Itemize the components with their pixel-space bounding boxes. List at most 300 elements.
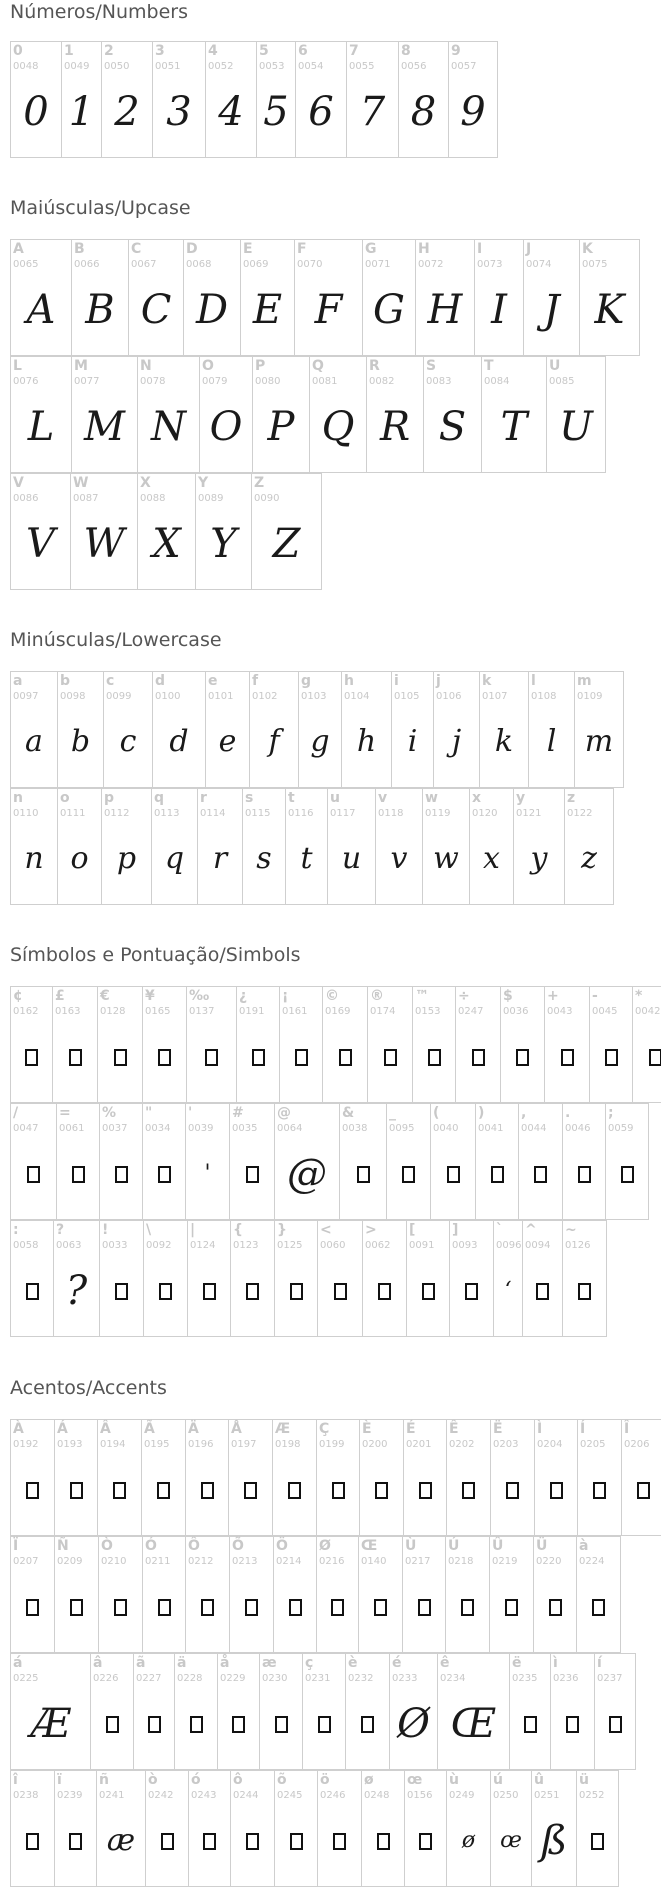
glyph-preview: æ: [106, 1823, 136, 1858]
character-code: 0088: [140, 493, 166, 504]
character-label: `: [496, 1222, 503, 1238]
glyph-preview: 1: [68, 89, 95, 135]
missing-glyph-icon: [91, 1702, 133, 1746]
glyph-cell-0212: [185, 1536, 230, 1653]
glyph-cell-0083: [423, 356, 482, 473]
missing-glyph-box: [428, 1049, 441, 1066]
character-label: 4: [208, 43, 218, 59]
missing-glyph-icon: [523, 1269, 562, 1313]
glyph-cell-0065: [10, 239, 72, 356]
character-code: 0078: [140, 376, 166, 387]
missing-glyph-icon: [143, 1585, 185, 1629]
glyph-cell-0098: [57, 671, 104, 788]
missing-glyph-box: [290, 1833, 303, 1850]
glyph-cell-0227: [133, 1653, 175, 1770]
character-label: N: [140, 358, 152, 374]
glyph-cell-0161: [279, 986, 323, 1103]
character-code: 0069: [243, 259, 269, 270]
missing-glyph-icon: [403, 1585, 445, 1629]
missing-glyph-box: [609, 1716, 622, 1733]
missing-glyph-box: [25, 1049, 38, 1066]
glyph-cell-0084: [481, 356, 547, 473]
character-label: K: [582, 241, 593, 257]
missing-glyph-icon: [189, 1819, 230, 1863]
character-code: 0118: [378, 808, 404, 819]
character-code: 0039: [188, 1123, 214, 1134]
character-label: 3: [155, 43, 165, 59]
missing-glyph-box: [246, 1283, 259, 1300]
glyph-cell-0117: [327, 788, 376, 905]
missing-glyph-box: [491, 1166, 504, 1183]
character-code: 0089: [198, 493, 224, 504]
glyph-cell-0102: [249, 671, 299, 788]
glyph-cell-0156: [404, 1770, 447, 1887]
character-label: ¥: [145, 988, 155, 1004]
glyph-cell-0233: [389, 1653, 438, 1770]
character-label: í: [597, 1655, 602, 1671]
character-label: G: [365, 241, 377, 257]
missing-glyph-icon: [490, 1585, 533, 1629]
glyph-cell-0213: [229, 1536, 274, 1653]
character-code: 0070: [297, 259, 323, 270]
glyph-cell-0057: [448, 41, 498, 158]
missing-glyph-icon: [491, 1468, 534, 1512]
glyph-row: [10, 473, 321, 590]
glyph-row: [10, 788, 613, 905]
character-code: 0075: [582, 259, 608, 270]
glyph-cell-0061: [56, 1103, 100, 1220]
character-label: \: [146, 1222, 152, 1238]
glyph-cell-0091: [406, 1220, 450, 1337]
glyph-cell-0124: [187, 1220, 231, 1337]
missing-glyph-icon: [323, 1035, 367, 1079]
glyph-cell-0200: [359, 1419, 404, 1536]
glyph-cell-0044: [518, 1103, 563, 1220]
glyph-cell-0103: [298, 671, 342, 788]
glyph-row: [10, 1419, 661, 1536]
character-code: 0233: [392, 1673, 418, 1684]
character-code: 0213: [232, 1556, 258, 1567]
character-code: 0104: [344, 691, 370, 702]
missing-glyph-box: [205, 1049, 218, 1066]
glyph-cell-0073: [474, 239, 524, 356]
glyph-preview: 7: [359, 89, 386, 135]
character-code: 0120: [472, 808, 498, 819]
character-label: ‰: [189, 988, 210, 1004]
glyph-preview: Æ: [30, 1701, 71, 1747]
missing-glyph-box: [114, 1049, 127, 1066]
glyph-cell-0093: [449, 1220, 494, 1337]
character-code: 0252: [579, 1790, 605, 1801]
missing-glyph-icon: [534, 1585, 576, 1629]
missing-glyph-icon: [387, 1152, 430, 1196]
character-code: 0239: [57, 1790, 83, 1801]
missing-glyph-box: [27, 1166, 40, 1183]
glyph-cell-0121: [513, 788, 565, 905]
missing-glyph-icon: [404, 1468, 446, 1512]
character-label: m: [577, 673, 592, 689]
glyph-cell-0236: [550, 1653, 595, 1770]
glyph-cell-0088: [137, 473, 196, 590]
character-code: 0209: [57, 1556, 83, 1567]
glyph-cell-0049: [61, 41, 102, 158]
character-code: 0237: [597, 1673, 623, 1684]
missing-glyph-box: [158, 1166, 171, 1183]
glyph-preview: Œ: [450, 1701, 497, 1747]
character-code: 0099: [106, 691, 132, 702]
glyph-cell-0080: [252, 356, 310, 473]
glyph-preview: c: [119, 724, 137, 759]
character-code: 0232: [348, 1673, 374, 1684]
missing-glyph-box: [161, 1833, 174, 1850]
missing-glyph-box: [593, 1482, 606, 1499]
glyph-preview: K: [594, 287, 625, 333]
character-code: 0122: [567, 808, 593, 819]
glyph-cell-0140: [358, 1536, 403, 1653]
character-label: ü: [579, 1772, 589, 1788]
missing-glyph-box: [621, 1166, 634, 1183]
missing-glyph-icon: [229, 1468, 272, 1512]
character-label: L: [13, 358, 22, 374]
glyph-cell-0039: [185, 1103, 230, 1220]
glyph-cell-0042: [632, 986, 661, 1103]
character-code: 0033: [102, 1240, 128, 1251]
glyph-cell-0163: [52, 986, 98, 1103]
character-label: Ï: [13, 1538, 19, 1554]
glyph-preview: G: [373, 287, 405, 333]
character-label: ¡: [282, 988, 289, 1004]
missing-glyph-icon: [231, 1819, 274, 1863]
character-code: 0071: [365, 259, 391, 270]
missing-glyph-icon: [622, 1468, 661, 1512]
character-label: p: [104, 790, 115, 806]
glyph-preview: h: [356, 724, 377, 759]
missing-glyph-icon: [346, 1702, 389, 1746]
glyph-preview: D: [195, 287, 229, 333]
glyph-cell-0101: [205, 671, 250, 788]
character-code: 0228: [177, 1673, 203, 1684]
character-label: r: [200, 790, 207, 806]
missing-glyph-box: [288, 1482, 301, 1499]
missing-glyph-icon: [230, 1585, 273, 1629]
glyph-cell-0193: [54, 1419, 98, 1536]
glyph-row: [10, 1770, 618, 1887]
character-code: 0248: [364, 1790, 390, 1801]
glyph-cell-0077: [71, 356, 138, 473]
glyph-cell-0052: [205, 41, 257, 158]
character-code: 0219: [492, 1556, 518, 1567]
glyph-cell-0089: [195, 473, 252, 590]
character-label: ä: [177, 1655, 187, 1671]
character-label: ©: [325, 988, 339, 1004]
character-code: 0043: [547, 1006, 573, 1017]
character-label: T: [484, 358, 494, 374]
glyph-cell-0174: [367, 986, 413, 1103]
character-label: ®: [370, 988, 384, 1004]
character-label: Y: [198, 475, 209, 491]
glyph-cell-0113: [151, 788, 198, 905]
missing-glyph-box: [201, 1482, 214, 1499]
glyph-cell-0122: [564, 788, 614, 905]
character-code: 0235: [512, 1673, 538, 1684]
glyph-preview: x: [483, 841, 500, 876]
glyph-cell-0199: [316, 1419, 360, 1536]
character-label: 7: [349, 43, 359, 59]
character-label: z: [567, 790, 576, 806]
missing-glyph-icon: [577, 1819, 618, 1863]
glyph-cell-0038: [339, 1103, 387, 1220]
character-code: 0125: [277, 1240, 303, 1251]
character-code: 0076: [13, 376, 39, 387]
missing-glyph-box: [592, 1599, 605, 1616]
missing-glyph-icon: [186, 1468, 228, 1512]
character-label: !: [102, 1222, 109, 1238]
glyph-preview: d: [169, 724, 189, 759]
character-code: 0085: [549, 376, 575, 387]
glyph-cell-0076: [10, 356, 72, 473]
glyph-preview: g: [310, 724, 330, 759]
character-code: 0169: [325, 1006, 351, 1017]
character-label: ~: [565, 1222, 577, 1238]
character-code: 0220: [536, 1556, 562, 1567]
glyph-cell-0046: [562, 1103, 606, 1220]
character-label: W: [73, 475, 89, 491]
glyph-cell-0195: [141, 1419, 186, 1536]
character-label: Æ: [275, 1421, 291, 1437]
character-code: 0106: [436, 691, 462, 702]
character-label: ñ: [99, 1772, 109, 1788]
character-label: Ø: [319, 1538, 331, 1554]
missing-glyph-box: [290, 1283, 303, 1300]
character-code: 0194: [100, 1439, 126, 1450]
glyph-cell-0239: [54, 1770, 97, 1887]
character-code: 0111: [60, 808, 86, 819]
section-title-acentos-accents: Acentos/Accents: [10, 1377, 167, 1399]
glyph-cell-0058: [10, 1220, 54, 1337]
missing-glyph-icon: [340, 1152, 386, 1196]
glyph-cell-0043: [544, 986, 590, 1103]
glyph-cell-0075: [579, 239, 640, 356]
missing-glyph-icon: [450, 1269, 493, 1313]
glyph-cell-0202: [446, 1419, 491, 1536]
character-label: }: [277, 1222, 287, 1238]
character-code: 0251: [534, 1790, 560, 1801]
character-label: f: [252, 673, 259, 689]
character-code: 0205: [580, 1439, 606, 1450]
character-code: 0247: [458, 1006, 484, 1017]
character-code: 0165: [145, 1006, 171, 1017]
character-label: ï: [57, 1772, 62, 1788]
missing-glyph-icon: [476, 1152, 518, 1196]
missing-glyph-icon: [545, 1035, 589, 1079]
character-code: 0117: [330, 808, 356, 819]
character-code: 0040: [433, 1123, 459, 1134]
missing-glyph-box: [566, 1716, 579, 1733]
missing-glyph-box: [374, 1599, 387, 1616]
missing-glyph-box: [295, 1049, 308, 1066]
character-label: #: [232, 1105, 244, 1121]
missing-glyph-box: [158, 1599, 171, 1616]
character-label: _: [389, 1105, 396, 1121]
missing-glyph-box: [605, 1049, 618, 1066]
character-code: 0217: [405, 1556, 431, 1567]
glyph-cell-0081: [309, 356, 367, 473]
glyph-cell-0056: [398, 41, 449, 158]
character-code: 0204: [537, 1439, 563, 1450]
missing-glyph-box: [190, 1716, 203, 1733]
glyph-cell-0036: [500, 986, 545, 1103]
glyph-cell-0079: [199, 356, 253, 473]
missing-glyph-box: [419, 1833, 432, 1850]
character-label: x: [472, 790, 482, 806]
missing-glyph-icon: [317, 1585, 358, 1629]
glyph-cell-0241: [96, 1770, 146, 1887]
glyph-preview: 2: [114, 89, 140, 135]
character-code: 0092: [146, 1240, 172, 1251]
glyph-cell-0229: [217, 1653, 260, 1770]
glyph-cell-0047: [10, 1103, 57, 1220]
missing-glyph-box: [561, 1049, 574, 1066]
missing-glyph-icon: [143, 1035, 186, 1079]
character-label: n: [13, 790, 23, 806]
glyph-cell-0207: [10, 1536, 55, 1653]
missing-glyph-icon: [510, 1702, 550, 1746]
missing-glyph-box: [447, 1166, 460, 1183]
missing-glyph-icon: [447, 1468, 490, 1512]
missing-glyph-icon: [144, 1269, 187, 1313]
missing-glyph-icon: [55, 1585, 98, 1629]
glyph-preview: b: [70, 724, 91, 759]
character-label: ã: [136, 1655, 146, 1671]
character-code: 0109: [577, 691, 603, 702]
character-code: 0038: [342, 1123, 368, 1134]
character-code: 0082: [369, 376, 395, 387]
character-label: *: [635, 988, 643, 1004]
glyph-preview: U: [559, 404, 593, 450]
missing-glyph-box: [159, 1283, 172, 1300]
glyph-cell-0248: [361, 1770, 405, 1887]
character-code: 0084: [484, 376, 510, 387]
character-code: 0119: [425, 808, 451, 819]
glyph-preview: S: [438, 404, 467, 450]
missing-glyph-box: [244, 1482, 257, 1499]
character-code: 0227: [136, 1673, 162, 1684]
glyph-preview: 8: [410, 89, 437, 135]
character-code: 0046: [565, 1123, 591, 1134]
glyph-preview: Y: [210, 521, 237, 567]
character-code: 0098: [60, 691, 86, 702]
glyph-preview: k: [494, 724, 514, 759]
glyph-cell-0210: [98, 1536, 143, 1653]
character-label: >: [365, 1222, 377, 1238]
character-code: 0056: [401, 61, 427, 72]
character-label: t: [288, 790, 295, 806]
character-label: ë: [512, 1655, 522, 1671]
missing-glyph-box: [26, 1833, 39, 1850]
character-code: 0216: [319, 1556, 345, 1567]
character-code: 0059: [608, 1123, 634, 1134]
glyph-cell-0094: [522, 1220, 563, 1337]
character-code: 0218: [448, 1556, 474, 1567]
character-label: è: [348, 1655, 358, 1671]
glyph-preview: 9: [460, 89, 486, 135]
glyph-cell-0137: [186, 986, 237, 1103]
glyph-preview: 5: [263, 89, 289, 135]
missing-glyph-icon: [363, 1269, 406, 1313]
character-code: 0048: [13, 61, 39, 72]
character-label: ]: [452, 1222, 459, 1238]
missing-glyph-box: [402, 1166, 415, 1183]
character-label: ì: [553, 1655, 558, 1671]
missing-glyph-icon: [274, 1585, 316, 1629]
glyph-cell-0060: [317, 1220, 363, 1337]
character-label: e: [208, 673, 218, 689]
glyph-preview: E: [252, 287, 283, 333]
character-code: 0062: [365, 1240, 391, 1251]
glyph-preview: s: [256, 841, 272, 876]
character-code: 0161: [282, 1006, 308, 1017]
character-label: U: [549, 358, 561, 374]
character-code: 0201: [406, 1439, 432, 1450]
glyph-cell-0070: [294, 239, 363, 356]
character-label: <: [320, 1222, 332, 1238]
character-label: Ò: [101, 1538, 113, 1554]
glyph-row: [10, 41, 497, 158]
glyph-cell-0217: [402, 1536, 446, 1653]
glyph-cell-0071: [362, 239, 416, 356]
character-code: 0224: [579, 1556, 605, 1567]
missing-glyph-icon: [230, 1152, 274, 1196]
character-label: Q: [312, 358, 324, 374]
missing-glyph-box: [465, 1283, 478, 1300]
glyph-cell-0206: [621, 1419, 661, 1536]
missing-glyph-box: [649, 1049, 661, 1066]
character-label: Û: [492, 1538, 504, 1554]
missing-glyph-icon: [362, 1819, 404, 1863]
section-title-numeros-numbers: Números/Numbers: [10, 1, 188, 23]
missing-glyph-box: [26, 1599, 39, 1616]
character-code: 0197: [231, 1439, 257, 1450]
glyph-preview: 6: [308, 89, 334, 135]
character-label: M: [74, 358, 88, 374]
glyph-preview: F: [314, 287, 343, 333]
character-code: 0107: [482, 691, 508, 702]
missing-glyph-icon: [55, 1819, 96, 1863]
glyph-cell-0225: [10, 1653, 91, 1770]
missing-glyph-box: [70, 1482, 83, 1499]
missing-glyph-icon: [633, 1035, 661, 1079]
missing-glyph-box: [69, 1833, 82, 1850]
missing-glyph-box: [113, 1482, 126, 1499]
missing-glyph-icon: [146, 1819, 188, 1863]
character-label: h: [344, 673, 354, 689]
glyph-cell-0110: [10, 788, 58, 905]
character-label: Ë: [493, 1421, 503, 1437]
glyph-row: [10, 1103, 648, 1220]
character-label: l: [531, 673, 536, 689]
character-code: 0053: [259, 61, 285, 72]
character-code: 0116: [288, 808, 314, 819]
glyph-cell-0099: [103, 671, 153, 788]
character-label: J: [526, 241, 532, 257]
character-label: á: [13, 1655, 23, 1671]
missing-glyph-icon: [303, 1702, 345, 1746]
missing-glyph-icon: [231, 1269, 274, 1313]
glyph-preview: W: [83, 521, 125, 567]
character-label: ú: [493, 1772, 503, 1788]
character-label: j: [436, 673, 441, 689]
glyph-cell-0232: [345, 1653, 390, 1770]
